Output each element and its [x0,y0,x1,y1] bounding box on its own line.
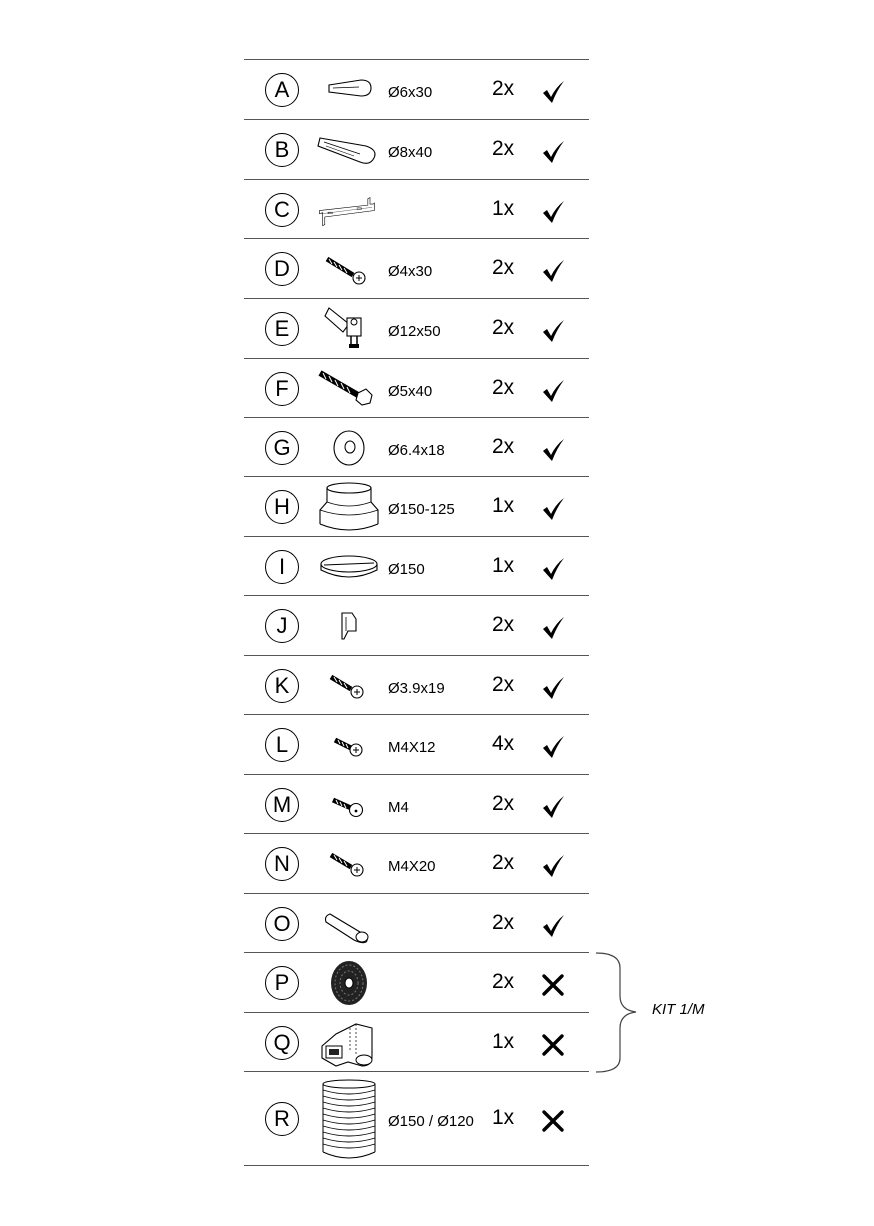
part-letter: I [265,550,299,584]
part-letter: E [265,312,299,346]
mounting-bracket-icon [314,180,384,239]
washer-icon [314,418,384,477]
part-size: Ø4x30 [388,263,433,280]
parts-list [244,59,589,1166]
part-quantity: 2x [492,672,515,696]
part-size: Ø150 [388,560,425,578]
long-machine-screw-icon [314,834,384,894]
part-row-m [244,775,589,834]
part-size: Ø6.4x18 [388,441,445,459]
checkmark-icon [540,258,566,284]
part-quantity: 1x [492,1029,515,1053]
hex-lag-screw-icon [314,359,384,418]
flexible-duct-icon [314,1072,384,1166]
part-quantity: 1x [492,1106,515,1129]
checkmark-icon [540,318,566,344]
duct-reducer-icon [314,477,384,537]
part-row-r [244,1072,589,1166]
part-row-k [244,656,589,715]
part-letter: B [265,133,299,167]
kit-label: KIT 1/M [652,1001,705,1018]
part-row-a [244,60,589,120]
part-size: Ø5x40 [388,382,433,400]
part-row-b [244,120,589,180]
part-quantity: 2x [492,375,515,399]
wall-plug-large-icon [314,120,384,180]
part-quantity: 2x [492,791,515,815]
part-size: Ø8x40 [388,144,433,161]
part-letter: K [265,669,299,703]
part-size: M4X12 [388,739,436,756]
part-letter: G [265,431,299,465]
deflector-elbow-icon [314,1013,384,1072]
wall-plug-small-icon [314,60,384,120]
part-letter: R [265,1102,299,1136]
checkmark-icon [540,139,566,165]
part-letter: A [265,73,299,107]
checkmark-icon [540,556,566,582]
checkmark-icon [540,378,566,404]
part-quantity: 2x [492,137,515,160]
part-letter: P [265,966,299,1000]
part-letter: Q [265,1026,299,1060]
part-row-g [244,418,589,477]
checkmark-icon [540,437,566,463]
checkmark-icon [540,675,566,701]
checkmark-icon [540,79,566,105]
checkmark-icon [540,734,566,760]
part-size: Ø150-125 [388,501,455,518]
checkmark-icon [540,615,566,641]
part-quantity: 2x [492,851,515,874]
part-size: M4 [388,798,409,816]
cylinder-spacer-icon [314,894,384,953]
checkmark-icon [540,199,566,225]
cross-icon [540,1032,566,1058]
anchor-bolt-icon [314,299,384,359]
checkmark-icon [540,913,566,939]
part-row-f [244,359,589,418]
part-size: Ø12x50 [388,323,441,340]
part-letter: F [265,372,299,406]
checkmark-icon [540,853,566,879]
part-quantity: 1x [492,196,515,220]
part-row-d [244,239,589,299]
part-quantity: 2x [492,613,515,636]
machine-screw-icon [314,715,384,775]
part-quantity: 2x [492,256,515,279]
checkmark-icon [540,794,566,820]
checkmark-icon [540,496,566,522]
part-row-j [244,596,589,656]
self-tapping-screw-icon [314,656,384,715]
wood-screw-icon [314,239,384,299]
part-quantity: 2x [492,434,515,458]
part-row-p [244,953,589,1013]
kit-brace [594,952,644,1074]
part-letter: J [265,609,299,643]
part-quantity: 2x [492,970,515,993]
part-letter: H [265,490,299,524]
part-row-i [244,537,589,596]
part-letter: D [265,252,299,286]
spring-clip-icon [314,596,384,656]
part-letter: O [265,907,299,941]
part-row-e [244,299,589,359]
non-return-valve-icon [314,537,384,596]
part-row-n [244,834,589,894]
part-row-c [244,180,589,239]
part-row-l [244,715,589,775]
part-quantity: 2x [492,77,515,100]
part-size: Ø3.9x19 [388,679,445,697]
cross-icon [540,1108,566,1134]
cross-icon [540,972,566,998]
carbon-filter-icon [314,953,384,1013]
part-letter: N [265,847,299,881]
part-row-o [244,894,589,953]
part-quantity: 2x [492,316,515,339]
part-letter: C [265,193,299,227]
part-letter: L [265,728,299,762]
part-size: Ø150 / Ø120 [388,1113,474,1130]
socket-screw-icon [314,775,384,834]
part-size: Ø6x30 [388,84,433,101]
part-size: M4X20 [388,858,436,875]
part-quantity: 1x [492,553,515,577]
part-row-q [244,1013,589,1072]
part-quantity: 1x [492,494,515,517]
part-quantity: 4x [492,732,515,755]
part-quantity: 2x [492,910,515,934]
part-row-h [244,477,589,537]
part-letter: M [265,788,299,822]
